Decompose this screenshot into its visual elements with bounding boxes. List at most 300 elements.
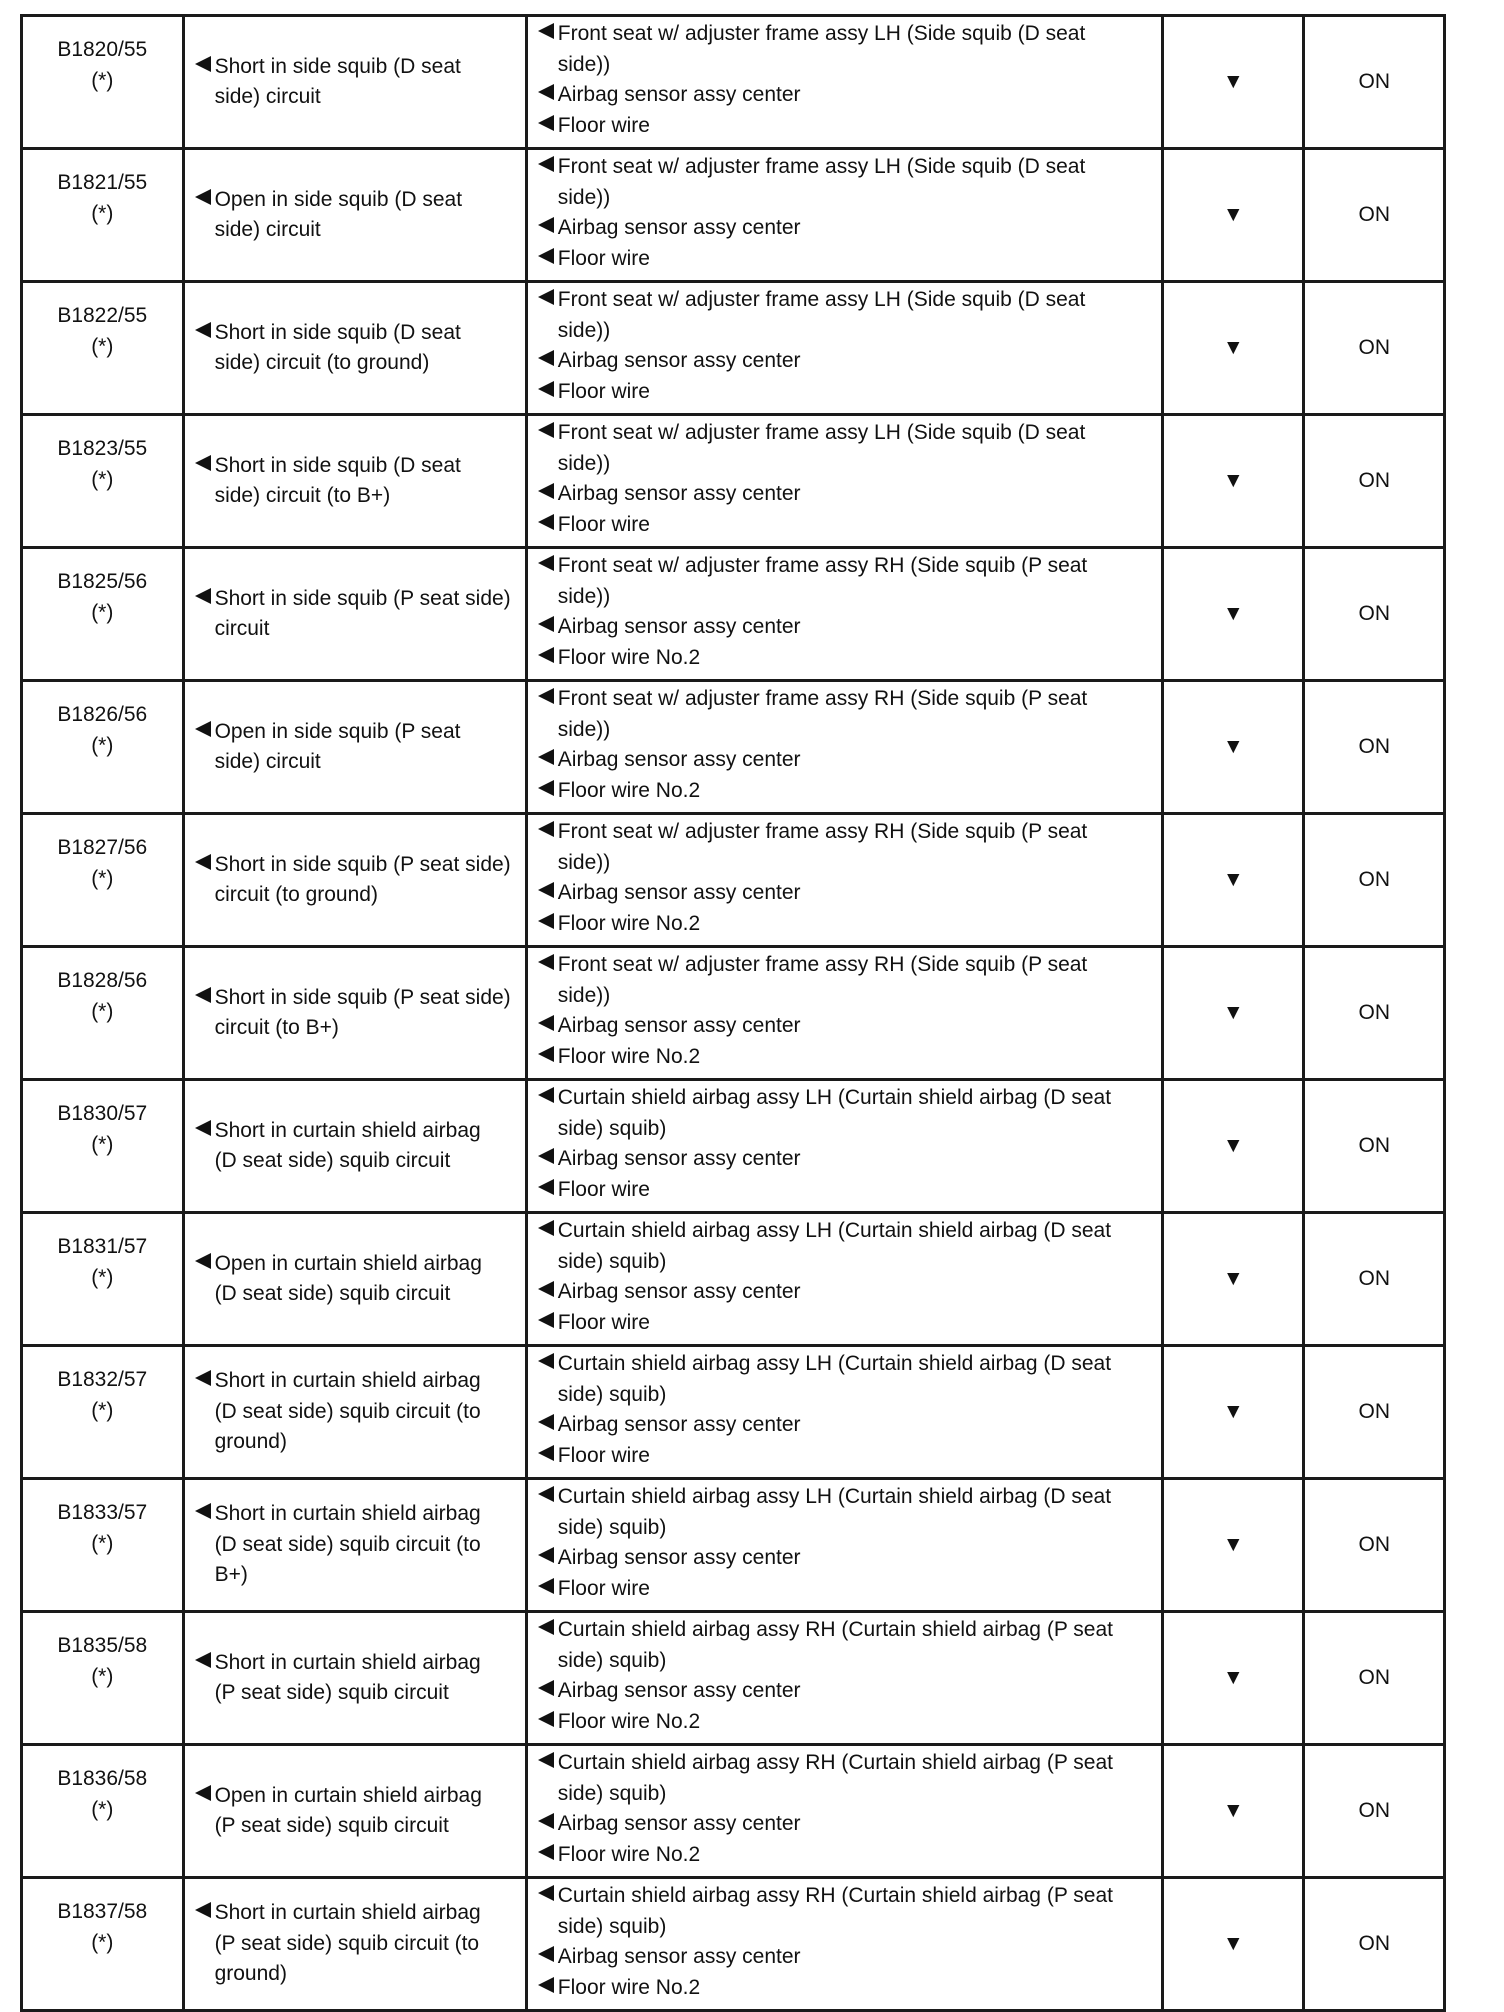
- detection-condition-line: (P seat side) squib circuit (to: [214, 1931, 480, 1955]
- down-triangle-icon: ▼: [1222, 734, 1244, 758]
- detection-condition-line: (P seat side) squib circuit: [214, 1814, 449, 1837]
- trouble-area-item: [536, 551, 1161, 612]
- detection-condition-cell: [183, 1213, 526, 1346]
- dtc-note: (*): [91, 600, 114, 624]
- down-triangle-icon: ▼: [1222, 867, 1244, 891]
- bullet-triangle-icon: [536, 1175, 558, 1206]
- bullet-triangle-icon: [536, 418, 558, 479]
- memory-mark-cell: [1163, 681, 1304, 814]
- memory-mark-cell: [1163, 415, 1304, 548]
- bullet-triangle-icon: [536, 1308, 558, 1339]
- dtc-code-cell: [22, 16, 184, 149]
- trouble-area-item: [536, 612, 1161, 643]
- bullet-triangle-icon: [536, 1410, 558, 1441]
- warning-light-cell: [1304, 1080, 1445, 1213]
- bullet-triangle-icon: [536, 909, 558, 940]
- trouble-area-line: side)): [557, 850, 611, 874]
- memory-mark-cell: [1163, 16, 1304, 149]
- dtc-note: (*): [91, 1398, 114, 1422]
- detection-condition-line: Short in side squib (D seat: [214, 320, 461, 344]
- trouble-area-line: Front seat w/ adjuster frame assy RH (Side squib (P seat: [557, 554, 1088, 577]
- dtc-note: (*): [91, 1664, 114, 1688]
- bullet-triangle-icon: [193, 1249, 215, 1310]
- detection-condition-line: Short in side squib (D seat: [214, 54, 461, 78]
- bullet-triangle-icon: [193, 52, 215, 113]
- dtc-code-cell: [22, 1479, 184, 1612]
- detection-condition-line: Short in side squib (P seat side): [214, 852, 511, 876]
- down-triangle-icon: ▼: [1222, 69, 1244, 93]
- detection-condition-line: circuit (to B+): [214, 1016, 339, 1039]
- detection-condition-line: side) circuit (to ground): [214, 351, 430, 374]
- trouble-area-line: side)): [557, 717, 611, 741]
- bullet-triangle-icon: [536, 1277, 558, 1308]
- trouble-area-line: Airbag sensor assy center: [557, 1546, 801, 1569]
- trouble-area-line: side)): [557, 451, 611, 475]
- warning-light-cell: [1304, 16, 1445, 149]
- dtc-table-body: [22, 16, 1445, 2011]
- bullet-triangle-icon: [193, 318, 215, 379]
- trouble-area-item: [536, 1809, 1161, 1840]
- bullet-triangle-icon: [193, 1898, 215, 1990]
- dtc-note: (*): [91, 733, 114, 757]
- trouble-area-item: [536, 1349, 1161, 1410]
- detection-condition-line: side) circuit: [214, 218, 321, 241]
- trouble-area-cell: [526, 149, 1162, 282]
- detection-condition-line: Short in curtain shield airbag: [214, 1502, 481, 1526]
- trouble-area-line: Front seat w/ adjuster frame assy LH (Side squib (D seat: [557, 22, 1086, 45]
- detection-condition-cell: [183, 947, 526, 1080]
- bullet-triangle-icon: [536, 612, 558, 643]
- detection-condition-cell: [183, 1745, 526, 1878]
- trouble-area-item: [536, 745, 1161, 776]
- detection-condition-line: Short in side squib (D seat: [214, 453, 461, 477]
- dtc-code-cell: [22, 548, 184, 681]
- bullet-triangle-icon: [193, 717, 215, 778]
- dtc-code-cell: [22, 1878, 184, 2011]
- table-row: [22, 1612, 1445, 1745]
- dtc-code: B1826/56: [57, 703, 148, 726]
- down-triangle-icon: ▼: [1222, 1133, 1244, 1157]
- bullet-triangle-icon: [536, 1748, 558, 1809]
- trouble-area-line: side)): [557, 318, 611, 342]
- trouble-area-item: [536, 950, 1161, 1011]
- trouble-area-line: Curtain shield airbag assy RH (Curtain shield airbag (P seat: [557, 1884, 1113, 1907]
- trouble-area-item: [536, 1574, 1161, 1605]
- trouble-area-line: Front seat w/ adjuster frame assy RH (Side squib (P seat: [557, 820, 1088, 843]
- bullet-triangle-icon: [536, 152, 558, 213]
- trouble-area-item: [536, 346, 1161, 377]
- trouble-area-line: side) squib): [557, 1515, 667, 1539]
- trouble-area-item: [536, 111, 1161, 142]
- detection-condition-line: Open in side squib (P seat: [214, 719, 461, 743]
- bullet-triangle-icon: [193, 1116, 215, 1177]
- dtc-code: B1828/56: [57, 969, 148, 992]
- bullet-triangle-icon: [536, 1441, 558, 1472]
- warning-light-status: ON: [1358, 1266, 1390, 1290]
- detection-condition-line: Open in curtain shield airbag: [214, 1251, 482, 1275]
- trouble-area-line: Floor wire No.2: [557, 911, 701, 935]
- dtc-code-cell: [22, 1346, 184, 1479]
- detection-condition-cell: [183, 681, 526, 814]
- down-triangle-icon: ▼: [1222, 202, 1244, 226]
- trouble-area-item: [536, 19, 1161, 80]
- bullet-triangle-icon: [536, 1482, 558, 1543]
- trouble-area-item: [536, 1676, 1161, 1707]
- memory-mark-cell: [1163, 1346, 1304, 1479]
- table-row: [22, 548, 1445, 681]
- trouble-area-cell: [526, 282, 1162, 415]
- detection-condition-cell: [183, 16, 526, 149]
- dtc-note: (*): [91, 1265, 114, 1289]
- trouble-area-line: Curtain shield airbag assy LH (Curtain shield airbag (D seat: [557, 1219, 1112, 1242]
- bullet-triangle-icon: [193, 983, 215, 1044]
- trouble-area-line: Floor wire: [557, 1177, 650, 1201]
- dtc-code-cell: [22, 149, 184, 282]
- trouble-area-item: [536, 1543, 1161, 1574]
- bullet-triangle-icon: [536, 643, 558, 674]
- detection-condition-line: Short in curtain shield airbag: [214, 1650, 481, 1674]
- dtc-code-cell: [22, 415, 184, 548]
- trouble-area-line: side)): [557, 584, 611, 608]
- dtc-code-cell: [22, 1745, 184, 1878]
- dtc-note: (*): [91, 999, 114, 1023]
- warning-light-status: ON: [1358, 1399, 1390, 1423]
- warning-light-cell: [1304, 1346, 1445, 1479]
- trouble-area-line: Front seat w/ adjuster frame assy LH (Side squib (D seat: [557, 155, 1086, 178]
- bullet-triangle-icon: [536, 878, 558, 909]
- trouble-area-line: Front seat w/ adjuster frame assy LH (Side squib (D seat: [557, 421, 1086, 444]
- trouble-area-line: Airbag sensor assy center: [557, 1945, 801, 1968]
- detection-condition-line: Short in curtain shield airbag: [214, 1901, 481, 1925]
- dtc-code: B1827/56: [57, 836, 148, 859]
- table-row: [22, 1346, 1445, 1479]
- trouble-area-item: [536, 1748, 1161, 1809]
- bullet-triangle-icon: [536, 1615, 558, 1676]
- trouble-area-item: [536, 1083, 1161, 1144]
- trouble-area-cell: [526, 814, 1162, 947]
- warning-light-cell: [1304, 1878, 1445, 2011]
- down-triangle-icon: ▼: [1222, 1399, 1244, 1423]
- memory-mark-cell: [1163, 548, 1304, 681]
- table-row: [22, 814, 1445, 947]
- trouble-area-item: [536, 510, 1161, 541]
- dtc-code-cell: [22, 1612, 184, 1745]
- detection-condition-line: (D seat side) squib circuit (to: [214, 1399, 481, 1423]
- bullet-triangle-icon: [536, 80, 558, 111]
- detection-condition-line: circuit: [214, 617, 270, 640]
- trouble-area-line: side) squib): [557, 1116, 667, 1140]
- dtc-code-cell: [22, 814, 184, 947]
- bullet-triangle-icon: [536, 1083, 558, 1144]
- trouble-area-item: [536, 285, 1161, 346]
- bullet-triangle-icon: [536, 19, 558, 80]
- dtc-code: B1823/55: [57, 437, 148, 460]
- trouble-area-line: side) squib): [557, 1382, 667, 1406]
- trouble-area-item: [536, 418, 1161, 479]
- memory-mark-cell: [1163, 1213, 1304, 1346]
- trouble-area-line: Curtain shield airbag assy LH (Curtain shield airbag (D seat: [557, 1352, 1112, 1375]
- detection-condition-cell: [183, 149, 526, 282]
- warning-light-cell: [1304, 1479, 1445, 1612]
- trouble-area-line: side) squib): [557, 1914, 667, 1938]
- dtc-code-cell: [22, 681, 184, 814]
- trouble-area-line: Airbag sensor assy center: [557, 1812, 801, 1835]
- warning-light-status: ON: [1358, 1665, 1390, 1689]
- table-row: [22, 1080, 1445, 1213]
- table-row: [22, 415, 1445, 548]
- detection-condition-line: side) circuit: [214, 750, 321, 773]
- memory-mark-cell: [1163, 1878, 1304, 2011]
- table-row: [22, 681, 1445, 814]
- trouble-area-line: Airbag sensor assy center: [557, 216, 801, 239]
- warning-light-cell: [1304, 814, 1445, 947]
- trouble-area-item: [536, 1840, 1161, 1871]
- bullet-triangle-icon: [536, 817, 558, 878]
- warning-light-cell: [1304, 415, 1445, 548]
- down-triangle-icon: ▼: [1222, 1665, 1244, 1689]
- trouble-area-item: [536, 776, 1161, 807]
- table-row: [22, 1745, 1445, 1878]
- trouble-area-line: Floor wire No.2: [557, 1842, 701, 1866]
- trouble-area-line: side) squib): [557, 1249, 667, 1273]
- trouble-area-line: side)): [557, 185, 611, 209]
- warning-light-cell: [1304, 1745, 1445, 1878]
- detection-condition-cell: [183, 1479, 526, 1612]
- bullet-triangle-icon: [193, 1499, 215, 1591]
- warning-light-cell: [1304, 681, 1445, 814]
- bullet-triangle-icon: [536, 346, 558, 377]
- dtc-code-cell: [22, 1213, 184, 1346]
- trouble-area-item: [536, 643, 1161, 674]
- detection-condition-line: (D seat side) squib circuit: [214, 1282, 451, 1305]
- bullet-triangle-icon: [536, 1707, 558, 1738]
- trouble-area-item: [536, 1942, 1161, 1973]
- dtc-table: [20, 14, 1446, 2012]
- memory-mark-cell: [1163, 1080, 1304, 1213]
- down-triangle-icon: ▼: [1222, 1000, 1244, 1024]
- trouble-area-item: [536, 1441, 1161, 1472]
- warning-light-cell: [1304, 947, 1445, 1080]
- dtc-code: B1832/57: [57, 1368, 148, 1391]
- table-row: [22, 947, 1445, 1080]
- trouble-area-item: [536, 1216, 1161, 1277]
- bullet-triangle-icon: [193, 1366, 215, 1458]
- dtc-note: (*): [91, 1531, 114, 1555]
- detection-condition-cell: [183, 548, 526, 681]
- dtc-code-cell: [22, 947, 184, 1080]
- dtc-code: B1820/55: [57, 38, 148, 61]
- trouble-area-line: Curtain shield airbag assy LH (Curtain shield airbag (D seat: [557, 1086, 1112, 1109]
- trouble-area-line: side) squib): [557, 1648, 667, 1672]
- trouble-area-line: Airbag sensor assy center: [557, 83, 801, 106]
- bullet-triangle-icon: [536, 1144, 558, 1175]
- trouble-area-item: [536, 1615, 1161, 1676]
- trouble-area-item: [536, 817, 1161, 878]
- trouble-area-line: Floor wire: [557, 512, 650, 536]
- trouble-area-line: Curtain shield airbag assy RH (Curtain shield airbag (P seat: [557, 1618, 1113, 1641]
- trouble-area-line: Floor wire No.2: [557, 1709, 701, 1733]
- memory-mark-cell: [1163, 1612, 1304, 1745]
- bullet-triangle-icon: [536, 1349, 558, 1410]
- bullet-triangle-icon: [193, 1648, 215, 1709]
- trouble-area-cell: [526, 947, 1162, 1080]
- trouble-area-item: [536, 1277, 1161, 1308]
- down-triangle-icon: ▼: [1222, 1931, 1244, 1955]
- warning-light-status: ON: [1358, 601, 1390, 625]
- table-row: [22, 16, 1445, 149]
- warning-light-status: ON: [1358, 867, 1390, 891]
- down-triangle-icon: ▼: [1222, 1798, 1244, 1822]
- trouble-area-line: Floor wire: [557, 1443, 650, 1467]
- dtc-note: (*): [91, 1797, 114, 1821]
- trouble-area-item: [536, 213, 1161, 244]
- trouble-area-line: Airbag sensor assy center: [557, 748, 801, 771]
- trouble-area-line: Floor wire: [557, 113, 650, 137]
- bullet-triangle-icon: [536, 1574, 558, 1605]
- trouble-area-cell: [526, 16, 1162, 149]
- detection-condition-line: side) circuit: [214, 85, 321, 108]
- memory-mark-cell: [1163, 947, 1304, 1080]
- bullet-triangle-icon: [536, 244, 558, 275]
- detection-condition-cell: [183, 1080, 526, 1213]
- trouble-area-line: Front seat w/ adjuster frame assy RH (Side squib (P seat: [557, 687, 1088, 710]
- trouble-area-item: [536, 80, 1161, 111]
- detection-condition-line: (D seat side) squib circuit (to: [214, 1532, 481, 1556]
- dtc-note: (*): [91, 866, 114, 890]
- trouble-area-line: Floor wire No.2: [557, 1044, 701, 1068]
- trouble-area-line: Airbag sensor assy center: [557, 1014, 801, 1037]
- trouble-area-cell: [526, 1080, 1162, 1213]
- detection-condition-line: Short in side squib (P seat side): [214, 985, 511, 1009]
- trouble-area-line: Airbag sensor assy center: [557, 615, 801, 638]
- detection-condition-cell: [183, 814, 526, 947]
- detection-condition-cell: [183, 415, 526, 548]
- dtc-code: B1830/57: [57, 1102, 148, 1125]
- trouble-area-line: Airbag sensor assy center: [557, 881, 801, 904]
- trouble-area-item: [536, 479, 1161, 510]
- bullet-triangle-icon: [536, 551, 558, 612]
- trouble-area-item: [536, 1707, 1161, 1738]
- trouble-area-line: Floor wire: [557, 379, 650, 403]
- dtc-note: (*): [91, 68, 114, 92]
- dtc-code: B1836/58: [57, 1767, 148, 1790]
- bullet-triangle-icon: [193, 850, 215, 911]
- detection-condition-line: Open in curtain shield airbag: [214, 1783, 482, 1807]
- trouble-area-line: Floor wire No.2: [557, 1975, 701, 1999]
- trouble-area-line: Front seat w/ adjuster frame assy LH (Side squib (D seat: [557, 288, 1086, 311]
- dtc-code-cell: [22, 1080, 184, 1213]
- trouble-area-cell: [526, 415, 1162, 548]
- down-triangle-icon: ▼: [1222, 1532, 1244, 1556]
- detection-condition-line: Short in side squib (P seat side): [214, 586, 511, 610]
- trouble-area-item: [536, 1482, 1161, 1543]
- trouble-area-line: Airbag sensor assy center: [557, 1679, 801, 1702]
- dtc-note: (*): [91, 201, 114, 225]
- memory-mark-cell: [1163, 1745, 1304, 1878]
- warning-light-status: ON: [1358, 202, 1390, 226]
- trouble-area-line: side) squib): [557, 1781, 667, 1805]
- bullet-triangle-icon: [536, 1973, 558, 2004]
- warning-light-cell: [1304, 282, 1445, 415]
- table-row: [22, 1479, 1445, 1612]
- warning-light-cell: [1304, 548, 1445, 681]
- dtc-note: (*): [91, 1132, 114, 1156]
- down-triangle-icon: ▼: [1222, 468, 1244, 492]
- trouble-area-line: Airbag sensor assy center: [557, 1280, 801, 1303]
- bullet-triangle-icon: [536, 1011, 558, 1042]
- bullet-triangle-icon: [536, 950, 558, 1011]
- trouble-area-cell: [526, 548, 1162, 681]
- memory-mark-cell: [1163, 814, 1304, 947]
- trouble-area-cell: [526, 1612, 1162, 1745]
- warning-light-status: ON: [1358, 1931, 1390, 1955]
- bullet-triangle-icon: [193, 1781, 215, 1842]
- bullet-triangle-icon: [536, 1881, 558, 1942]
- trouble-area-line: side)): [557, 983, 611, 1007]
- trouble-area-cell: [526, 1213, 1162, 1346]
- trouble-area-line: Floor wire: [557, 246, 650, 270]
- trouble-area-line: Airbag sensor assy center: [557, 482, 801, 505]
- warning-light-status: ON: [1358, 468, 1390, 492]
- bullet-triangle-icon: [536, 684, 558, 745]
- trouble-area-line: Curtain shield airbag assy RH (Curtain shield airbag (P seat: [557, 1751, 1113, 1774]
- warning-light-cell: [1304, 1213, 1445, 1346]
- trouble-area-line: Curtain shield airbag assy LH (Curtain shield airbag (D seat: [557, 1485, 1112, 1508]
- bullet-triangle-icon: [536, 213, 558, 244]
- warning-light-cell: [1304, 149, 1445, 282]
- trouble-area-item: [536, 1175, 1161, 1206]
- down-triangle-icon: ▼: [1222, 1266, 1244, 1290]
- memory-mark-cell: [1163, 149, 1304, 282]
- trouble-area-cell: [526, 1346, 1162, 1479]
- trouble-area-line: Floor wire: [557, 1576, 650, 1600]
- dtc-note: (*): [91, 467, 114, 491]
- trouble-area-item: [536, 1881, 1161, 1942]
- detection-condition-cell: [183, 1346, 526, 1479]
- detection-condition-line: side) circuit (to B+): [214, 484, 391, 507]
- dtc-note: (*): [91, 1930, 114, 1954]
- trouble-area-cell: [526, 1479, 1162, 1612]
- trouble-area-cell: [526, 681, 1162, 814]
- trouble-area-item: [536, 1973, 1161, 2004]
- bullet-triangle-icon: [536, 1216, 558, 1277]
- trouble-area-item: [536, 1410, 1161, 1441]
- warning-light-status: ON: [1358, 1000, 1390, 1024]
- dtc-code: B1833/57: [57, 1501, 148, 1524]
- bullet-triangle-icon: [536, 510, 558, 541]
- table-row: [22, 1213, 1445, 1346]
- dtc-code: B1837/58: [57, 1900, 148, 1923]
- trouble-area-item: [536, 909, 1161, 940]
- bullet-triangle-icon: [536, 776, 558, 807]
- trouble-area-line: side)): [557, 52, 611, 76]
- trouble-area-line: Floor wire: [557, 1310, 650, 1334]
- detection-condition-line: circuit (to ground): [214, 883, 378, 906]
- trouble-area-cell: [526, 1878, 1162, 2011]
- table-row: [22, 149, 1445, 282]
- trouble-area-item: [536, 878, 1161, 909]
- bullet-triangle-icon: [536, 1042, 558, 1073]
- bullet-triangle-icon: [536, 1840, 558, 1871]
- trouble-area-item: [536, 244, 1161, 275]
- bullet-triangle-icon: [536, 1543, 558, 1574]
- trouble-area-line: Airbag sensor assy center: [557, 1413, 801, 1436]
- dtc-code: B1822/55: [57, 304, 148, 327]
- dtc-code-cell: [22, 282, 184, 415]
- detection-condition-cell: [183, 1612, 526, 1745]
- bullet-triangle-icon: [536, 1942, 558, 1973]
- bullet-triangle-icon: [536, 745, 558, 776]
